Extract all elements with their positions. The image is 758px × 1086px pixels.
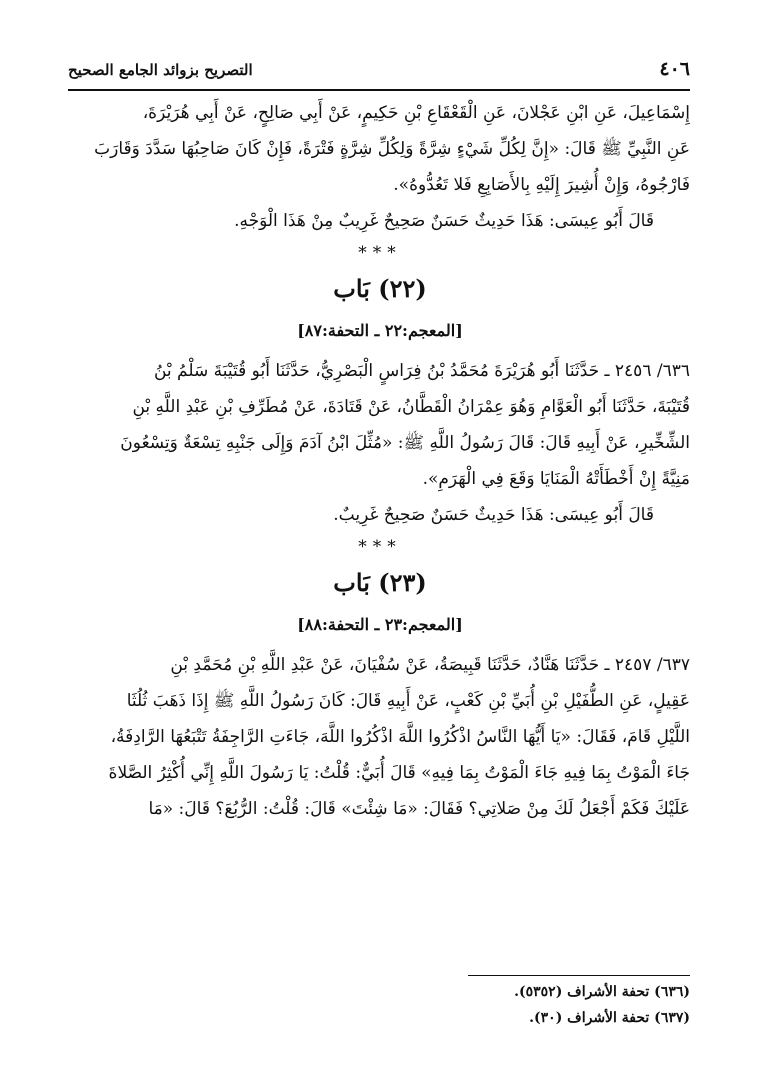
grading-note: قَالَ أَبُو عِيسَى: هَذَا حَدِيثٌ حَسَنٌ صَحِيحٌ غَرِيبٌ.	[333, 505, 654, 525]
text-line: جَاءَ الْمَوْتُ بِمَا فِيهِ جَاءَ الْمَوْتُ بِمَا فِيهِ» قَالَ أُبَيٌّ: قُلْتُ: يَا رَسُولَ اللَّهِ إِنِّي أُكْثِرُ الصَّلاةَ	[108, 763, 690, 783]
footnote: (٦٣٦) تحفة الأشراف (٥٣٥٢).	[514, 984, 690, 1000]
footnote-rule	[468, 975, 690, 976]
text-line: ٦٣٧/ ٢٤٥٧ ـ حَدَّثَنَا هَنَّادٌ، حَدَّثَنَا قَبِيصَةُ، عَنْ سُفْيَانَ، عَنْ عَبْدِ اللَّهِ بْنِ مُحَمَّدِ بْنِ	[170, 655, 690, 675]
text-line: اللَّيْلِ قَامَ، فَقَالَ: «يَا أَيُّهَا النَّاسُ اذْكُرُوا اللَّهَ اذْكُرُوا اللَّهَ، جَاءَتِ الرَّاجِفَةُ تَتْبَعُهَا الرَّادِفَةُ،	[110, 727, 690, 747]
chapter-heading: (٢٣) بَاب	[333, 568, 427, 597]
grading-note: قَالَ أَبُو عِيسَى: هَذَا حَدِيثٌ حَسَنٌ صَحِيحٌ غَرِيبٌ مِنْ هَذَا الْوَجْهِ.	[234, 211, 654, 231]
text-line: عَلَيْكَ فَكَمْ أَجْعَلُ لَكَ مِنْ صَلاتِي؟ فَقَالَ: «مَا شِئْتَ» قَالَ: قُلْتُ: الرُّبُعَ؟ قَالَ: «مَا	[148, 799, 690, 819]
text-line: عَنِ النَّبِيِّ ﷺ قَالَ: «إِنَّ لِكُلِّ شَيْءٍ شِرَّةً وَلِكُلِّ شِرَّةٍ فَتْرَةً، فَإِنْ كَانَ صَاحِبُهَا سَدَّدَ وَقَارَبَ	[94, 139, 690, 159]
section-separator: ***	[358, 537, 402, 557]
footnotes	[68, 979, 690, 1031]
book-title: التصريح بزوائد الجامع الصحيح	[68, 61, 253, 79]
text-line: فَارْجُوهُ، وَإِنْ أُشِيرَ إِلَيْهِ بِالأَصَابِعِ فَلا تَعُدُّوهُ».	[393, 175, 690, 195]
page-number: ٤٠٦	[659, 58, 690, 80]
text-line: قُتَيْبَةَ، حَدَّثَنَا أَبُو الْعَوَّامِ وَهُوَ عِمْرَانُ الْقَطَّانُ، عَنْ قَتَادَةَ، عَنْ مُطَرِّفِ بْنِ عَبْدِ اللَّهِ بْنِ	[132, 397, 690, 417]
text-line: مَنِيَّةً إِنْ أَخْطَأَتْهُ الْمَنَايَا وَقَعَ فِي الْهَرَمِ».	[422, 469, 690, 489]
chapter-heading: (٢٢) بَاب	[333, 274, 427, 303]
header-rule	[68, 89, 690, 91]
text-line: الشِّخِّيرِ، عَنْ أَبِيهِ قَالَ: قَالَ رَسُولُ اللَّهِ ﷺ: «مُثِّلَ ابْنُ آدَمَ وَإِلَى جَنْبِهِ تِسْعَةٌ وَتِسْعُونَ	[120, 433, 690, 453]
text-line: ٦٣٦/ ٢٤٥٦ ـ حَدَّثَنَا أَبُو هُرَيْرَةَ مُحَمَّدُ بْنُ فِرَاسٍ الْبَصْرِيُّ، حَدَّثَنَا أَبُو قُتَيْبَةَ سَلْمُ بْنُ	[153, 361, 690, 381]
chapter-reference: [المعجم:٢٣ ـ التحفة:٨٨]	[297, 615, 463, 634]
chapter-reference: [المعجم:٢٢ ـ التحفة:٨٧]	[297, 321, 463, 340]
text-line: إِسْمَاعِيلَ، عَنِ ابْنِ عَجْلانَ، عَنِ الْقَعْقَاعِ بْنِ حَكِيمٍ، عَنْ أَبِي صَالِحٍ، عَنْ أَبِي هُرَيْرَةَ،	[142, 103, 690, 123]
text-line: عَقِيلٍ، عَنِ الطُّفَيْلِ بْنِ أُبَيِّ بْنِ كَعْبٍ، عَنْ أَبِيهِ قَالَ: كَانَ رَسُولُ اللَّهِ ﷺ إِذَا ذَهَبَ ثُلُثَا	[126, 691, 690, 711]
running-header	[68, 58, 690, 88]
footnote: (٦٣٧) تحفة الأشراف (٣٠).	[529, 1010, 690, 1026]
section-separator: ***	[358, 243, 402, 263]
page-body	[70, 95, 690, 827]
